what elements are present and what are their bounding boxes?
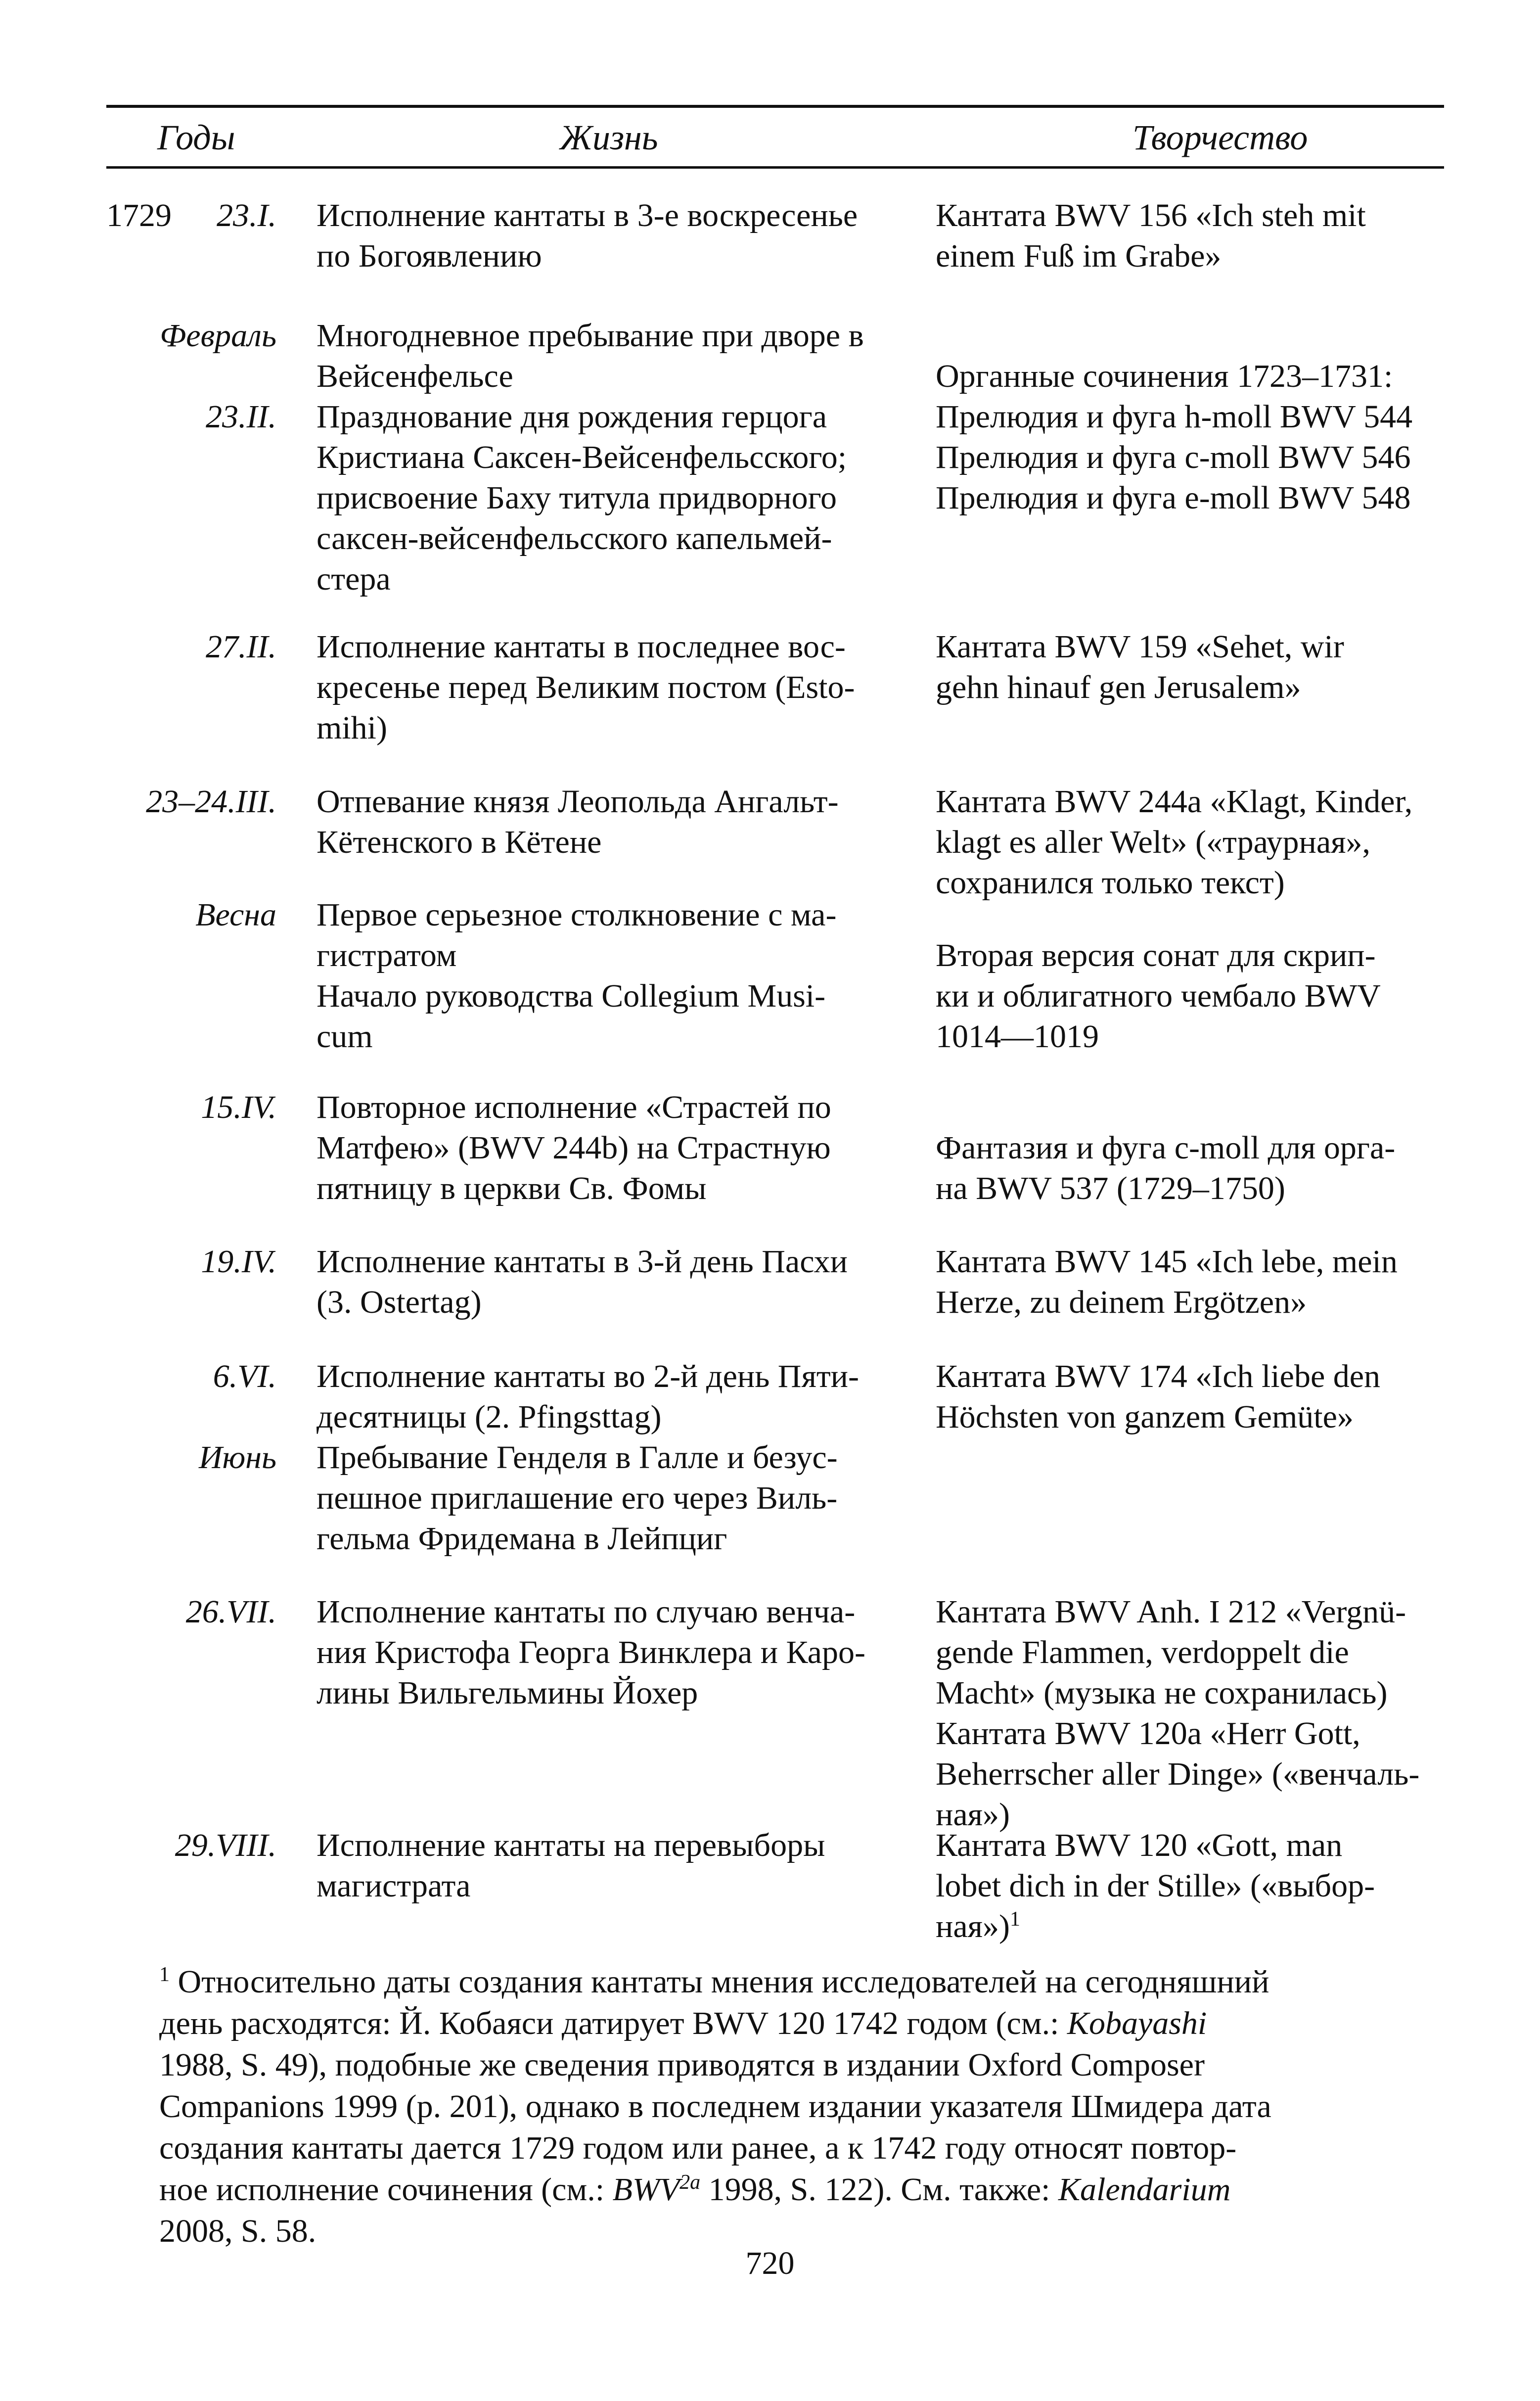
life-line: по Богоявлению (317, 238, 542, 274)
life-line: лины Вильгельмины Йохер (317, 1675, 698, 1711)
life-cell (317, 316, 903, 397)
footnote-line: Companions 1999 (p. 201), однако в последнем издании указателя Шмидера дата (159, 2088, 1271, 2124)
work-line: Höchsten von ganzem Gemüte» (936, 1399, 1354, 1435)
date-cell: Июнь (199, 1439, 276, 1476)
work-cell (936, 397, 1445, 518)
work-line-text: ная») (936, 1908, 1010, 1944)
work-line: Прелюдия и фуга c-moll BWV 546 (936, 439, 1411, 475)
work-line: 1014—1019 (936, 1018, 1099, 1055)
life-cell (317, 782, 903, 863)
work-cell (936, 627, 1445, 708)
life-cell (317, 1356, 903, 1437)
work-line: lobet dich in der Stille» («выбор- (936, 1868, 1375, 1904)
page-number: 720 (745, 2245, 795, 2281)
work-line: Кантата BWV 244a «Klagt, Kinder, (936, 784, 1413, 820)
life-line: ния Кристофа Георга Винклера и Каро- (317, 1634, 865, 1670)
life-line: (3. Ostertag) (317, 1284, 482, 1320)
footnote-text: ное исполнение сочинения (см.: (159, 2171, 605, 2208)
life-line: гистратом (317, 937, 457, 973)
life-cell (317, 1242, 903, 1323)
footnote-reference: 1 (1009, 1908, 1020, 1931)
life-cell (317, 1437, 903, 1559)
work-line: ная») (936, 1797, 1010, 1833)
footnote-mark: 1 (159, 1963, 170, 1986)
life-line: Исполнение кантаты в последнее вос- (317, 629, 846, 665)
date-cell: Февраль (160, 318, 276, 354)
work-line: Фантазия и фуга c-moll для орга- (936, 1130, 1396, 1166)
life-line: гельма Фридемана в Лейпциг (317, 1521, 727, 1557)
work-line: gende Flammen, verdoppelt die (936, 1634, 1349, 1670)
life-line: десятницы (2. Pfingsttag) (317, 1399, 662, 1435)
work-cell (936, 1592, 1445, 1835)
work-cell (936, 1356, 1445, 1437)
life-cell (317, 1592, 903, 1713)
work-cell (936, 1128, 1445, 1209)
citation-kobayashi: Kobayashi (1067, 2005, 1207, 2041)
work-line: Beherrscher aller Dinge» («венчаль- (936, 1756, 1420, 1792)
life-line: Вейсенфельсе (317, 358, 513, 394)
header-life: Жизнь (560, 118, 658, 157)
life-line: Исполнение кантаты в 3-е воскресенье (317, 197, 858, 233)
life-line: cum (317, 1018, 373, 1055)
footnote-line (159, 2169, 1381, 2211)
table-top-rule (106, 105, 1444, 108)
date-cell: 29.VIII. (175, 1827, 276, 1863)
life-cell (317, 397, 903, 600)
year-cell: 1729 (106, 197, 172, 233)
life-line: Исполнение кантаты во 2-й день Пяти- (317, 1358, 859, 1394)
work-line: ки и облигатного чембало BWV (936, 978, 1381, 1014)
citation-kalendarium: Kalendarium (1058, 2171, 1231, 2208)
life-line: Кристиана Саксен-Вейсенфельсского; (317, 439, 847, 475)
work-line: Кантата BWV 120 «Gott, man (936, 1827, 1343, 1863)
life-line: Начало руководства Collegium Musi- (317, 978, 826, 1014)
date-cell: 15.IV. (201, 1089, 276, 1125)
life-line: магистрата (317, 1868, 471, 1904)
work-line: gehn hinauf gen Jerusalem» (936, 669, 1301, 705)
work-line: Кантата BWV 159 «Sehet, wir (936, 629, 1344, 665)
date-cell: 6.VI. (213, 1358, 276, 1394)
footnote-line: создания кантаты дается 1729 годом или ранее, а к 1742 году относят повтор- (159, 2130, 1237, 2166)
work-cell (936, 935, 1445, 1057)
work-cell (936, 195, 1445, 277)
work-line: Herze, zu deinem Ergötzen» (936, 1284, 1307, 1320)
date-cell: 23–24.III. (146, 784, 276, 820)
work-line: Кантата BWV 156 «Ich steh mit (936, 197, 1366, 233)
life-line: кресенье перед Великим постом (Esto- (317, 669, 855, 705)
footnote-text: Относительно даты создания кантаты мнения исследователей на сегодняшний (178, 1964, 1269, 2000)
citation-bwv-superscript: 2a (679, 2171, 701, 2194)
table-header-rule (106, 166, 1444, 169)
life-cell (317, 1087, 903, 1209)
life-line: пешное приглашение его через Виль- (317, 1480, 838, 1516)
life-line: саксен-вейсенфельсского капельмей- (317, 520, 832, 556)
footnote-text: 1998, S. 122). См. также: (708, 2171, 1050, 2208)
work-line: einem Fuß im Grabe» (936, 238, 1222, 274)
life-line: Отпевание князя Леопольда Ангальт- (317, 784, 839, 820)
work-line: klagt es aller Welt» («траурная», (936, 824, 1371, 860)
life-line: Многодневное пребывание при дворе в (317, 318, 864, 354)
life-line: Повторное исполнение «Страстей по (317, 1089, 831, 1125)
life-cell (317, 195, 903, 277)
work-line: Macht» (музыка не сохранилась) (936, 1675, 1388, 1711)
citation-bwv: BWV (612, 2171, 680, 2208)
life-line: mihi) (317, 710, 387, 746)
footnote-text: день расходятся: Й. Кобаяси датирует BWV 120 1742 годом (см.: (159, 2005, 1059, 2041)
work-line: на BWV 537 (1729–1750) (936, 1170, 1285, 1206)
header-years: Годы (157, 118, 235, 157)
life-line: Пребывание Генделя в Галле и безус- (317, 1439, 838, 1476)
life-cell (317, 627, 903, 748)
work-line: Кантата BWV Anh. I 212 «Vergnü- (936, 1594, 1406, 1630)
footnote-line: 2008, S. 58. (159, 2213, 317, 2249)
footnote (159, 1961, 1381, 2252)
life-cell (317, 895, 903, 1057)
work-line: Кантата BWV 145 «Ich lebe, mein (936, 1244, 1398, 1280)
life-line: Празднование дня рождения герцога (317, 399, 827, 435)
work-line: Прелюдия и фуга e-moll BWV 548 (936, 480, 1411, 516)
work-intro: Органные сочинения 1723–1731: (936, 358, 1393, 394)
footnote-line (159, 1961, 1381, 2003)
life-cell (317, 1825, 903, 1906)
life-line: Матфею» (BWV 244b) на Страстную (317, 1130, 831, 1166)
life-line: Первое серьезное столкновение с ма- (317, 897, 837, 933)
work-line: сохранился только текст) (936, 865, 1285, 901)
footnote-line: 1988, S. 49), подобные же сведения приводятся в издании Oxford Composer (159, 2047, 1205, 2083)
date-cell: 23.II. (206, 399, 276, 435)
work-cell (936, 1825, 1445, 1947)
date-cell: 26.VII. (185, 1594, 276, 1630)
work-line: Кантата BWV 120a «Herr Gott, (936, 1715, 1360, 1752)
life-line: Исполнение кантаты по случаю венча- (317, 1594, 856, 1630)
life-line: Исполнение кантаты в 3-й день Пасхи (317, 1244, 848, 1280)
date-cell: 23.I. (217, 197, 276, 233)
work-cell (936, 782, 1445, 903)
life-line: присвоение Баху титула придворного (317, 480, 837, 516)
date-cell: Весна (195, 897, 276, 933)
date-cell: 19.IV. (201, 1244, 276, 1280)
date-cell: 27.II. (206, 629, 276, 665)
work-line: Прелюдия и фуга h-moll BWV 544 (936, 399, 1413, 435)
life-line: пятницу в церкви Св. Фомы (317, 1170, 707, 1206)
work-line (936, 1906, 1445, 1947)
work-cell (936, 1242, 1445, 1323)
life-line: стера (317, 561, 391, 597)
life-line: Исполнение кантаты на перевыборы (317, 1827, 825, 1863)
work-line: Кантата BWV 174 «Ich liebe den (936, 1358, 1381, 1394)
footnote-line (159, 2003, 1381, 2044)
header-work: Творчество (1132, 118, 1308, 157)
work-line: Вторая версия сонат для скрип- (936, 937, 1376, 973)
life-line: Кётенского в Кётене (317, 824, 602, 860)
